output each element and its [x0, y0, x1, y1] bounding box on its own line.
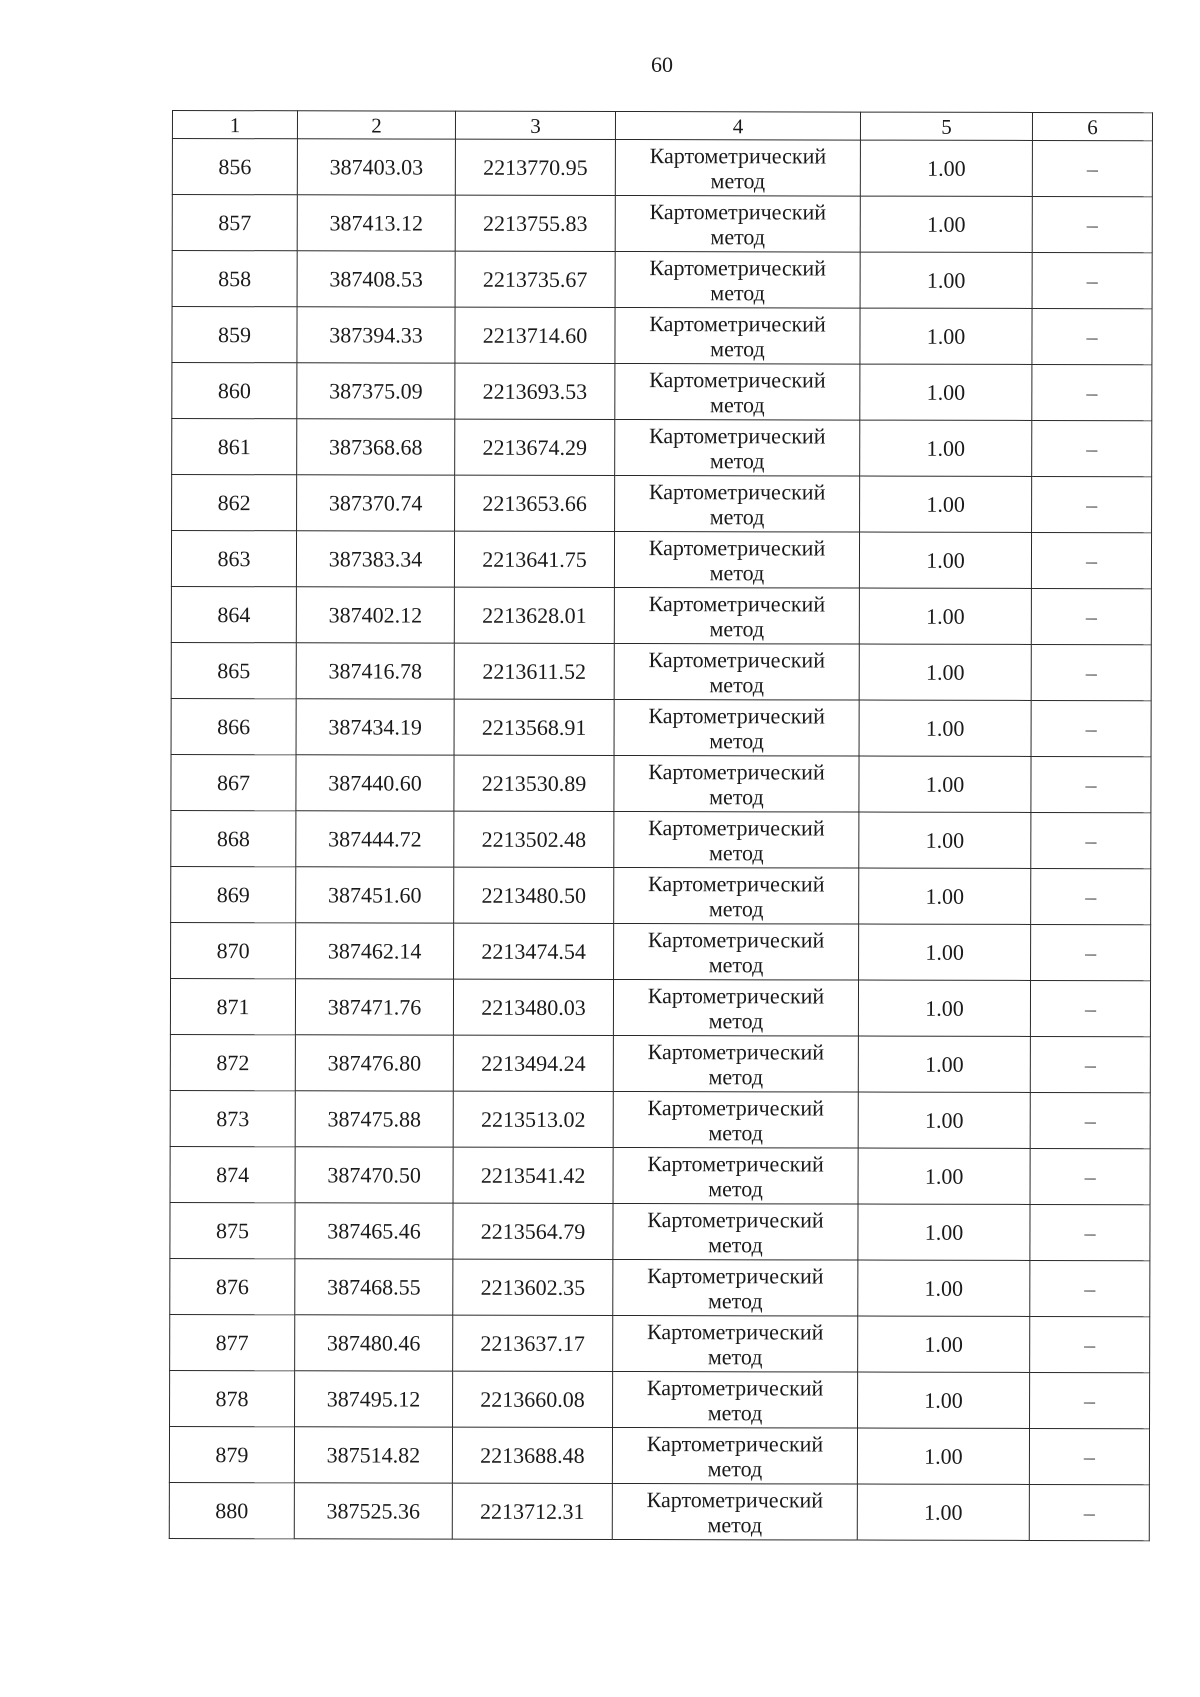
accuracy-cell: 1.00 [860, 476, 1032, 532]
method-cell [615, 140, 860, 197]
y-coordinate-cell: 2213714.60 [455, 307, 615, 363]
table-row [172, 251, 1152, 309]
method-label-line1: Картометрический [648, 422, 826, 448]
method-label-line1: Картометрический [649, 142, 827, 168]
accuracy-cell: 1.00 [859, 644, 1031, 700]
method-label-line1: Картометрический [647, 870, 825, 896]
note-cell: – [1030, 1092, 1150, 1148]
x-coordinate-cell: 387495.12 [295, 1371, 453, 1427]
table-header [172, 111, 1152, 141]
x-coordinate-cell: 387368.68 [297, 419, 455, 475]
method-label-line2: метод [709, 503, 765, 529]
point-number-cell: 871 [170, 978, 295, 1034]
method-label-line2: метод [709, 671, 765, 697]
method-cell [612, 1428, 857, 1485]
x-coordinate-cell: 387370.74 [297, 475, 455, 531]
y-coordinate-cell: 2213513.02 [453, 1091, 613, 1147]
method-label-line2: метод [708, 1231, 763, 1257]
method-label-line2: метод [710, 335, 765, 361]
y-coordinate-cell: 2213502.48 [454, 811, 614, 867]
accuracy-cell: 1.00 [860, 364, 1032, 420]
method-label-line2: метод [708, 1119, 763, 1145]
point-number-cell: 867 [171, 754, 296, 810]
x-coordinate-cell: 387444.72 [296, 811, 454, 867]
table-row [171, 866, 1151, 924]
method-cell [614, 700, 859, 757]
method-cell [615, 476, 860, 533]
table-row [170, 978, 1150, 1036]
y-coordinate-cell: 2213568.91 [454, 699, 614, 755]
point-number-cell: 880 [169, 1482, 294, 1538]
method-cell [615, 308, 860, 365]
table-row [172, 363, 1152, 421]
method-label-line1: Картометрический [647, 1262, 824, 1288]
table-row [169, 1482, 1149, 1540]
method-label-line1: Картометрический [648, 646, 826, 672]
method-label-line1: Картометрический [647, 926, 825, 952]
accuracy-cell: 1.00 [858, 1092, 1030, 1148]
y-coordinate-cell: 2213770.95 [455, 139, 615, 195]
table-row [170, 1034, 1150, 1092]
note-cell: – [1032, 420, 1152, 476]
x-coordinate-cell: 387451.60 [296, 867, 454, 923]
method-label-line2: метод [708, 839, 764, 865]
table-row [172, 475, 1152, 533]
y-coordinate-cell: 2213674.29 [455, 419, 615, 475]
note-cell: – [1032, 476, 1152, 532]
method-label-line1: Картометрический [648, 534, 826, 560]
method-label-line2: метод [708, 895, 764, 921]
point-number-cell: 872 [170, 1034, 295, 1090]
note-cell: – [1031, 756, 1151, 812]
accuracy-cell: 1.00 [858, 1036, 1030, 1092]
table-row [172, 307, 1152, 365]
y-coordinate-cell: 2213541.42 [453, 1147, 613, 1203]
note-cell: – [1031, 644, 1151, 700]
accuracy-cell: 1.00 [858, 1148, 1030, 1204]
y-coordinate-cell: 2213602.35 [453, 1259, 613, 1315]
note-cell: – [1030, 1148, 1150, 1204]
method-label-line2: метод [707, 1343, 763, 1369]
y-coordinate-cell: 2213564.79 [453, 1203, 613, 1259]
note-cell: – [1030, 1260, 1150, 1316]
method-label-line1: Картометрический [647, 1038, 825, 1064]
method-label-line1: Картометрический [646, 1430, 824, 1456]
method-label-line1: Картометрический [649, 366, 826, 392]
x-coordinate-cell: 387383.34 [296, 531, 454, 587]
note-cell: – [1029, 1484, 1149, 1540]
note-cell: – [1032, 252, 1152, 308]
coordinates-table [169, 110, 1153, 1541]
x-coordinate-cell: 387416.78 [296, 643, 454, 699]
note-cell: – [1030, 1372, 1150, 1428]
method-cell [615, 252, 860, 309]
method-cell [615, 196, 860, 253]
table-row [170, 1146, 1150, 1204]
accuracy-cell: 1.00 [859, 756, 1031, 812]
table-row [171, 922, 1151, 980]
x-coordinate-cell: 387514.82 [294, 1427, 452, 1483]
note-cell: – [1030, 1316, 1150, 1372]
x-coordinate-cell: 387470.50 [295, 1147, 453, 1203]
y-coordinate-cell: 2213735.67 [455, 251, 615, 307]
x-coordinate-cell: 387394.33 [297, 307, 455, 363]
point-number-cell: 876 [170, 1258, 295, 1314]
method-label-line2: метод [710, 167, 766, 193]
point-number-cell: 869 [171, 866, 296, 922]
note-cell: – [1030, 980, 1150, 1036]
y-coordinate-cell: 2213712.31 [452, 1483, 612, 1539]
method-label-line2: метод [710, 391, 765, 417]
note-cell: – [1029, 1428, 1149, 1484]
method-cell [614, 812, 859, 869]
method-label-line1: Картометрический [649, 254, 826, 280]
table-row [169, 1426, 1149, 1484]
method-cell [613, 980, 858, 1037]
table-row [172, 419, 1152, 477]
table-row [170, 1258, 1150, 1316]
point-number-cell: 864 [171, 586, 296, 642]
method-label-line1: Картометрический [648, 758, 825, 784]
accuracy-cell: 1.00 [858, 980, 1030, 1036]
table-row [171, 754, 1151, 812]
point-number-cell: 866 [171, 698, 296, 754]
method-label-line2: метод [708, 1063, 764, 1089]
point-number-cell: 862 [172, 475, 297, 531]
x-coordinate-cell: 387476.80 [295, 1035, 453, 1091]
point-number-cell: 877 [170, 1314, 295, 1370]
column-header-1: 1 [172, 111, 297, 139]
y-coordinate-cell: 2213611.52 [454, 643, 614, 699]
x-coordinate-cell: 387480.46 [295, 1315, 453, 1371]
column-header-2: 2 [297, 111, 455, 139]
method-cell [613, 1036, 858, 1093]
point-number-cell: 874 [170, 1146, 295, 1202]
table-row [170, 1202, 1150, 1260]
method-label-line2: метод [708, 951, 764, 977]
method-cell [613, 1372, 858, 1429]
method-label-line2: метод [707, 1399, 763, 1425]
method-cell [615, 420, 860, 477]
accuracy-cell: 1.00 [860, 252, 1032, 308]
table-row [171, 698, 1151, 756]
point-number-cell: 861 [172, 419, 297, 475]
point-number-cell: 879 [169, 1426, 294, 1482]
y-coordinate-cell: 2213628.01 [454, 587, 614, 643]
point-number-cell: 863 [171, 531, 296, 587]
y-coordinate-cell: 2213660.08 [453, 1371, 613, 1427]
point-number-cell: 865 [171, 642, 296, 698]
method-label-line1: Картометрический [647, 1150, 824, 1176]
accuracy-cell: 1.00 [860, 420, 1032, 476]
x-coordinate-cell: 387525.36 [294, 1483, 452, 1539]
method-label-line1: Картометрический [649, 198, 827, 224]
page-number: 60 [651, 52, 673, 77]
method-label-line1: Картометрический [648, 478, 826, 504]
method-cell [614, 588, 859, 645]
table-row [170, 1314, 1150, 1372]
point-number-cell: 878 [170, 1370, 295, 1426]
method-label-line2: метод [708, 1007, 764, 1033]
y-coordinate-cell: 2213480.50 [454, 867, 614, 923]
table-body [169, 139, 1152, 1541]
accuracy-cell: 1.00 [859, 924, 1031, 980]
table-row [172, 139, 1152, 197]
accuracy-cell: 1.00 [858, 1372, 1030, 1428]
x-coordinate-cell: 387465.46 [295, 1203, 453, 1259]
table-row [170, 1370, 1150, 1428]
x-coordinate-cell: 387413.12 [297, 195, 455, 251]
method-cell [614, 924, 859, 981]
method-cell [614, 644, 859, 701]
note-cell: – [1032, 364, 1152, 420]
method-cell [612, 1484, 857, 1541]
y-coordinate-cell: 2213494.24 [453, 1035, 613, 1091]
method-cell [614, 868, 859, 925]
accuracy-cell: 1.00 [858, 1316, 1030, 1372]
method-label-line1: Картометрический [647, 982, 825, 1008]
accuracy-cell: 1.00 [860, 308, 1032, 364]
accuracy-cell: 1.00 [860, 140, 1032, 196]
method-cell [615, 364, 860, 421]
y-coordinate-cell: 2213641.75 [454, 531, 614, 587]
method-cell [613, 1148, 858, 1205]
method-label-line1: Картометрический [649, 310, 826, 336]
method-cell [613, 1092, 858, 1149]
point-number-cell: 868 [171, 810, 296, 866]
x-coordinate-cell: 387375.09 [297, 363, 455, 419]
note-cell: – [1031, 588, 1151, 644]
method-label-line1: Картометрический [648, 814, 825, 840]
note-cell: – [1031, 700, 1151, 756]
accuracy-cell: 1.00 [859, 812, 1031, 868]
x-coordinate-cell: 387408.53 [297, 251, 455, 307]
method-label-line2: метод [709, 447, 765, 473]
y-coordinate-cell: 2213688.48 [452, 1427, 612, 1483]
method-label-line1: Картометрический [648, 590, 826, 616]
method-label-line1: Картометрический [648, 702, 825, 728]
method-label-line2: метод [707, 1455, 763, 1481]
note-cell: – [1030, 1204, 1150, 1260]
x-coordinate-cell: 387475.88 [295, 1091, 453, 1147]
table-row [171, 810, 1151, 868]
point-number-cell: 870 [171, 922, 296, 978]
y-coordinate-cell: 2213474.54 [454, 923, 614, 979]
point-number-cell: 859 [172, 307, 297, 363]
method-label-line2: метод [708, 1175, 763, 1201]
point-number-cell: 873 [170, 1090, 295, 1146]
y-coordinate-cell: 2213693.53 [455, 363, 615, 419]
y-coordinate-cell: 2213480.03 [453, 979, 613, 1035]
note-cell: – [1031, 532, 1151, 588]
method-label-line2: метод [709, 615, 765, 641]
note-cell: – [1031, 924, 1151, 980]
y-coordinate-cell: 2213755.83 [455, 195, 615, 251]
header-row [172, 111, 1152, 141]
y-coordinate-cell: 2213530.89 [454, 755, 614, 811]
method-label-line2: метод [710, 223, 766, 249]
table-row [171, 586, 1151, 644]
table-row [172, 195, 1152, 253]
method-label-line2: метод [709, 783, 764, 809]
method-label-line1: Картометрический [646, 1486, 824, 1512]
x-coordinate-cell: 387462.14 [296, 923, 454, 979]
method-label-line1: Картометрический [647, 1206, 824, 1232]
method-label-line2: метод [707, 1287, 763, 1313]
note-cell: – [1032, 196, 1152, 252]
method-label-line2: метод [709, 559, 765, 585]
note-cell: – [1031, 868, 1151, 924]
column-header-5: 5 [860, 112, 1032, 140]
point-number-cell: 856 [172, 139, 297, 195]
method-label-line1: Картометрический [647, 1094, 825, 1120]
table-row [171, 642, 1151, 700]
accuracy-cell: 1.00 [858, 1204, 1030, 1260]
point-number-cell: 858 [172, 251, 297, 307]
method-label-line2: метод [709, 727, 764, 753]
point-number-cell: 860 [172, 363, 297, 419]
method-label-line2: метод [710, 279, 765, 305]
accuracy-cell: 1.00 [859, 868, 1031, 924]
x-coordinate-cell: 387434.19 [296, 699, 454, 755]
accuracy-cell: 1.00 [857, 1484, 1029, 1540]
column-header-6: 6 [1032, 112, 1152, 140]
x-coordinate-cell: 387471.76 [295, 979, 453, 1035]
accuracy-cell: 1.00 [859, 700, 1031, 756]
method-cell [613, 1204, 858, 1261]
accuracy-cell: 1.00 [857, 1428, 1029, 1484]
point-number-cell: 857 [172, 195, 297, 251]
accuracy-cell: 1.00 [860, 196, 1032, 252]
column-header-4: 4 [615, 112, 860, 141]
x-coordinate-cell: 387403.03 [297, 139, 455, 195]
y-coordinate-cell: 2213653.66 [455, 475, 615, 531]
note-cell: – [1032, 140, 1152, 196]
method-label-line1: Картометрический [646, 1318, 824, 1344]
method-label-line1: Картометрический [646, 1374, 824, 1400]
x-coordinate-cell: 387468.55 [295, 1259, 453, 1315]
x-coordinate-cell: 387402.12 [296, 587, 454, 643]
column-header-3: 3 [455, 111, 615, 139]
method-cell [614, 756, 859, 813]
accuracy-cell: 1.00 [859, 588, 1031, 644]
note-cell: – [1030, 1036, 1150, 1092]
note-cell: – [1031, 812, 1151, 868]
method-label-line2: метод [707, 1511, 763, 1537]
accuracy-cell: 1.00 [858, 1260, 1030, 1316]
table-row [171, 531, 1151, 589]
note-cell: – [1032, 308, 1152, 364]
accuracy-cell: 1.00 [859, 532, 1031, 588]
point-number-cell: 875 [170, 1202, 295, 1258]
method-cell [613, 1316, 858, 1373]
y-coordinate-cell: 2213637.17 [453, 1315, 613, 1371]
method-cell [614, 532, 859, 589]
x-coordinate-cell: 387440.60 [296, 755, 454, 811]
table-row [170, 1090, 1150, 1148]
method-cell [613, 1260, 858, 1317]
